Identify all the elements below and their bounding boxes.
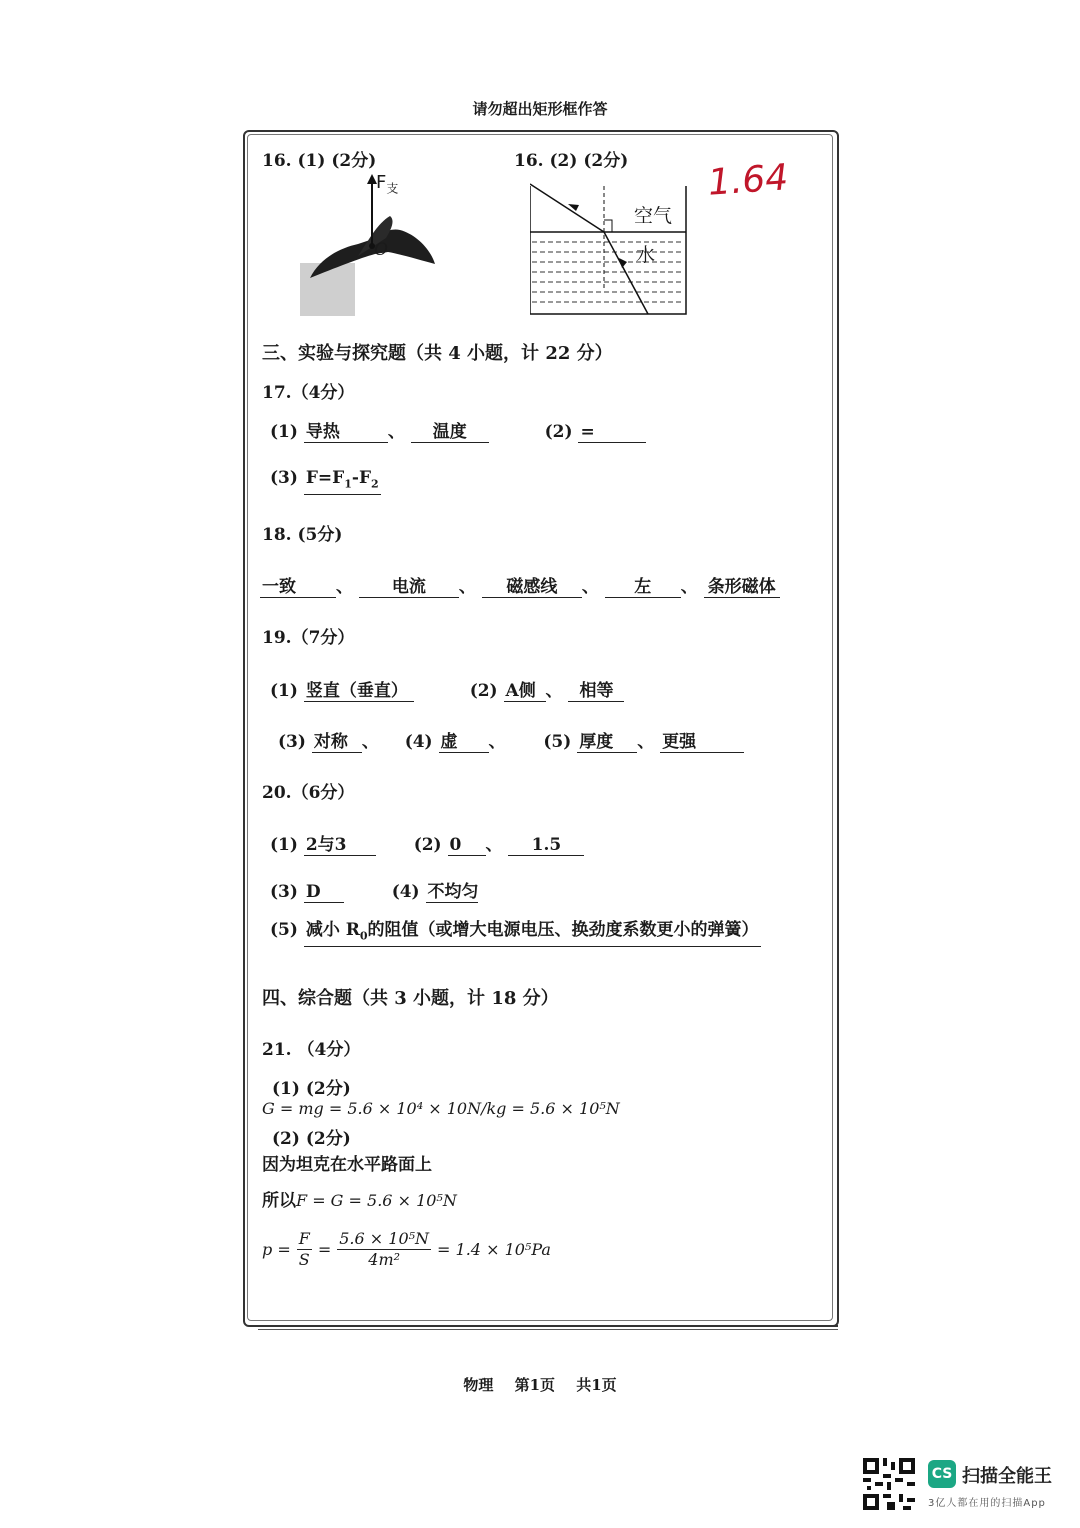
page-footer xyxy=(0,1374,1080,1395)
q20-row2: (3) D (4) 不均匀 xyxy=(270,882,479,902)
right-angle-mark xyxy=(604,220,612,232)
water-dashes xyxy=(532,242,684,302)
section4-title: 四、综合题（共 3 小题，计 18 分） xyxy=(262,988,559,1009)
q20-row3: (5) 减小 $R_0$的阻值（或增大电源电压、换劲度系数更小的弹簧） xyxy=(270,920,761,947)
q17-answer-3: = xyxy=(578,422,646,443)
pivot-label: O xyxy=(374,240,388,260)
q18-answer-4: 左 xyxy=(605,577,681,598)
q21-conclusion-line: 所以F = G = 5.6 × 10⁵N xyxy=(262,1191,457,1211)
q19-answer-1: 竖直（垂直） xyxy=(304,681,414,702)
q19-answer-4: 对称 xyxy=(312,732,362,753)
q17-answer-2: 温度 xyxy=(411,422,489,443)
q19-row1: (1) 竖直（垂直） (2) A侧 、 相等 xyxy=(270,676,624,702)
q20-answer-3: 1.5 xyxy=(508,835,584,856)
q19-answer-6: 厚度 xyxy=(577,732,637,753)
footer-total: 共1页 xyxy=(576,1376,617,1394)
section3-title: 三、实验与探究题（共 4 小题，计 22 分） xyxy=(262,343,613,364)
q18-answer-2: 电流 xyxy=(359,577,459,598)
incident-ray xyxy=(530,184,604,232)
q20-answer-1: 2与3 xyxy=(304,835,376,856)
water-label: 水 xyxy=(636,244,656,266)
q21-equation-1: G = mg = 5.6 × 10⁴ × 10N/kg = 5.6 × 10⁵N xyxy=(262,1099,620,1118)
header-note: 请勿超出矩形框作答 xyxy=(472,100,608,118)
q20-answer-4: D xyxy=(304,882,344,903)
q18-answer-3: 磁感线 xyxy=(482,577,582,598)
q20-answer-6: 减小 $R_0$的阻值（或增大电源电压、换劲度系数更小的弹簧） xyxy=(304,920,761,947)
footer-page: 第1页 xyxy=(514,1376,555,1394)
q21-part1-label: (1) (2分) xyxy=(272,1079,351,1099)
force-label: $F_支$ xyxy=(376,172,399,196)
q19-answer-7: 更强 xyxy=(660,732,744,753)
q18-row: 一致 、 电流 、 磁感线 、 左 、 条形磁体 xyxy=(260,572,780,598)
q16-part2-label: 16. (2) (2分) xyxy=(514,151,629,171)
q17-row2: (3) $F=F_1-F_2$ xyxy=(270,468,381,495)
q20-answer-5: 不均匀 xyxy=(427,882,479,902)
q18-answer-5: 条形磁体 xyxy=(704,577,780,598)
q19-label: 19.（7分） xyxy=(262,628,355,648)
q21-reason-line: 因为坦克在水平路面上 xyxy=(262,1155,432,1175)
q17-answer-4: $F=F_1-F_2$ xyxy=(304,468,381,495)
q21-part2-label: (2) (2分) xyxy=(272,1129,351,1149)
footer-subject: 物理 xyxy=(463,1376,494,1394)
lever-bird-diagram xyxy=(300,168,440,316)
q21-label: 21. （4分） xyxy=(262,1040,361,1060)
q17-answer-1: 导热 xyxy=(304,422,388,443)
bottom-rule xyxy=(258,1325,838,1327)
q19-answer-5: 虚 xyxy=(439,732,489,753)
q19-answer-3: 相等 xyxy=(568,681,624,702)
fraction-f-over-s: $\frac{F}{S}$ xyxy=(298,1228,310,1269)
q18-answer-1: 一致 xyxy=(260,577,336,598)
handwritten-score: 1.64 xyxy=(706,157,790,204)
fraction-values: $\frac{\text{5.6 × 10⁵N}}{\text{4m²}}$ xyxy=(339,1228,430,1269)
q19-row2: (3) 对称 、 (4) 虚 、 (5) 厚度 、 更强 xyxy=(278,727,744,753)
cs-logo-icon: CS xyxy=(928,1460,956,1488)
bottom-rule-thin xyxy=(258,1329,838,1330)
scanner-app-tagline: 3亿人都在用的扫描App xyxy=(928,1498,1046,1509)
q18-label: 18. (5分) xyxy=(262,525,343,545)
q20-label: 20.（6分） xyxy=(262,783,355,803)
q17-row1: (1) 导热 、 温度 (2) = xyxy=(270,417,646,443)
qr-code-icon xyxy=(863,1458,915,1510)
q20-answer-2: 0 xyxy=(448,835,486,856)
scanner-app-name: 扫描全能王 xyxy=(962,1466,1052,1487)
q20-row1: (1) 2与3 (2) 0 、 1.5 xyxy=(270,830,584,856)
q16-part1-label: 16. (1) (2分) xyxy=(262,151,377,171)
q17-label: 17.（4分） xyxy=(262,383,355,403)
air-label: 空气 xyxy=(634,205,673,227)
q21-pressure-equation: p = $\frac{F}{S}$ = $\frac{\text{5.6 × 10⁵N}}{\text{4m²}}$ = 1.4 × 10⁵Pa xyxy=(262,1228,551,1269)
q19-answer-2: A侧 xyxy=(504,681,546,702)
